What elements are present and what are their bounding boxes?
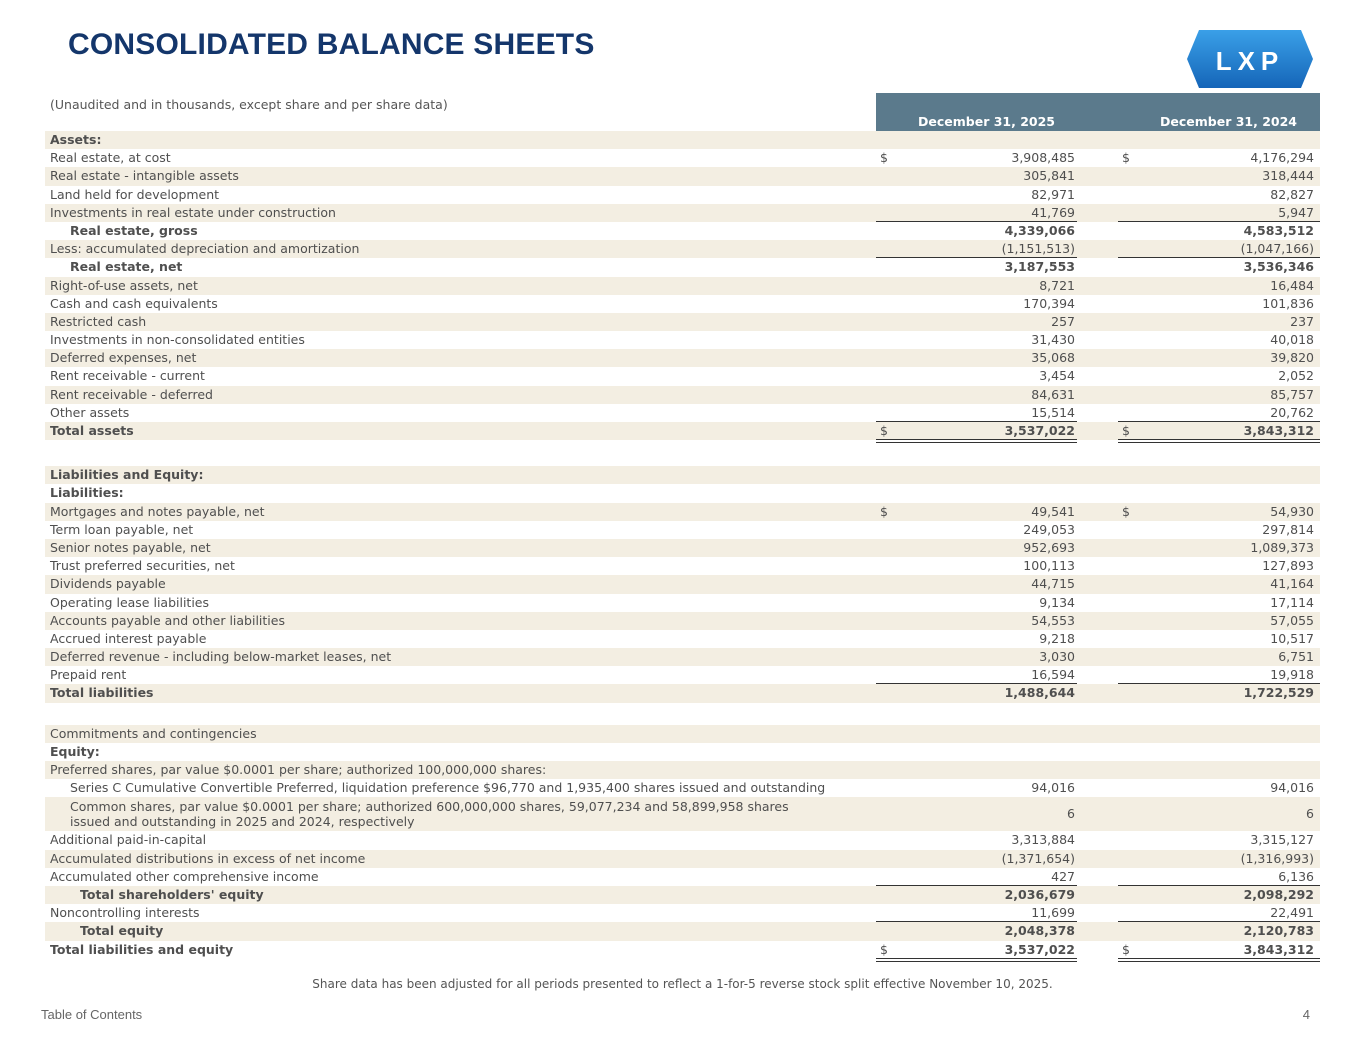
value-2024: 57,055 (1270, 612, 1314, 628)
table-row (45, 149, 1320, 167)
table-row (45, 186, 1320, 204)
value-2025: 41,769 (1031, 204, 1075, 220)
table-row (45, 648, 1320, 666)
table-row (45, 941, 1320, 959)
value-2025: 257 (1051, 313, 1075, 329)
table-row (45, 422, 1320, 440)
value-2025: 3,313,884 (1011, 832, 1075, 848)
column-header-bar (876, 93, 1320, 131)
page-title: CONSOLIDATED BALANCE SHEETS (68, 28, 595, 61)
value-2024: 19,918 (1270, 667, 1314, 683)
value-2025: 170,394 (1023, 295, 1075, 311)
value-2025: 6 (1067, 806, 1075, 822)
row-label: Real estate, gross (70, 222, 198, 238)
row-label: Right-of-use assets, net (50, 277, 198, 293)
row-label: Other assets (50, 404, 130, 420)
value-2024: 4,176,294 (1250, 150, 1314, 166)
table-row (45, 539, 1320, 557)
currency-symbol: $ (880, 150, 888, 166)
value-2024: 85,757 (1270, 386, 1314, 402)
currency-symbol: $ (880, 423, 888, 438)
table-row (45, 295, 1320, 313)
row-label: Accumulated other comprehensive income (50, 868, 319, 884)
table-row (45, 503, 1320, 521)
currency-symbol: $ (880, 941, 888, 957)
currency-symbol: $ (1122, 423, 1130, 438)
table-row (45, 831, 1320, 849)
value-2024: 6,751 (1278, 649, 1314, 665)
value-2024: 4,583,512 (1243, 222, 1314, 238)
table-subtitle: (Unaudited and in thousands, except share and per share data) (50, 97, 448, 112)
value-2024: 2,098,292 (1243, 886, 1314, 902)
currency-symbol: $ (880, 503, 888, 519)
value-2025: 2,048,378 (1004, 923, 1075, 939)
table-row (45, 630, 1320, 648)
value-2025: 3,537,022 (1004, 423, 1075, 438)
table-row (45, 404, 1320, 422)
column-header-2024: December 31, 2024 (1160, 114, 1297, 129)
footnote: Share data has been adjusted for all periods presented to reflect a 1-for-5 reverse stock split effective November 10, 2025. (312, 977, 1053, 991)
row-label: Trust preferred securities, net (50, 558, 235, 574)
table-row (45, 277, 1320, 295)
row-label: Restricted cash (50, 313, 147, 329)
value-2024: 17,114 (1270, 594, 1314, 610)
page-number: 4 (1302, 1007, 1310, 1022)
spacer-row (45, 444, 1320, 466)
value-2024: 5,947 (1278, 204, 1314, 220)
total-double-underline (1118, 958, 1320, 962)
value-2025: 15,514 (1031, 404, 1075, 420)
row-label: Term loan payable, net (50, 521, 194, 537)
value-2025: 54,553 (1031, 612, 1075, 628)
row-label: Total liabilities (50, 685, 154, 701)
table-row (45, 575, 1320, 593)
table-row (45, 367, 1320, 385)
value-2025: 4,339,066 (1004, 222, 1075, 238)
lxp-logo (1187, 30, 1313, 88)
value-2024: 3,536,346 (1243, 259, 1314, 275)
table-of-contents-link[interactable]: Table of Contents (41, 1007, 143, 1022)
value-2025: 2,036,679 (1004, 886, 1075, 902)
row-label: Liabilities and Equity: (50, 467, 204, 483)
row-label: Senior notes payable, net (50, 539, 211, 555)
table-row (45, 466, 1320, 484)
value-2025: 3,454 (1039, 368, 1075, 384)
value-2024: 39,820 (1270, 350, 1314, 366)
value-2024: 297,814 (1262, 521, 1314, 537)
table-row (45, 557, 1320, 575)
table-row (45, 594, 1320, 612)
value-2024: 6,136 (1278, 868, 1314, 884)
row-label: Real estate, at cost (50, 150, 171, 166)
table-row (45, 797, 1320, 831)
table-row (45, 684, 1320, 702)
table-row (45, 204, 1320, 222)
table-row (45, 331, 1320, 349)
table-row (45, 222, 1320, 240)
value-2024: 3,843,312 (1243, 941, 1314, 957)
value-2025: 952,693 (1023, 539, 1075, 555)
value-2024: 101,836 (1262, 295, 1314, 311)
value-2025: 31,430 (1031, 332, 1075, 348)
value-2024: 54,930 (1270, 503, 1314, 519)
row-label: Operating lease liabilities (50, 594, 210, 610)
svg-text:LXP: LXP (1215, 46, 1285, 76)
value-2025: 427 (1051, 868, 1075, 884)
row-label: Total shareholders' equity (80, 886, 264, 902)
row-label: Cash and cash equivalents (50, 295, 218, 311)
row-label: Equity: (50, 743, 100, 759)
total-double-underline (876, 958, 1077, 962)
value-2024: 2,052 (1278, 368, 1314, 384)
row-label: Deferred revenue - including below-market leases, net (50, 649, 392, 665)
value-2024: 237 (1290, 313, 1314, 329)
value-2025: 94,016 (1031, 780, 1075, 796)
row-label: Total assets (50, 423, 134, 438)
balance-sheet-table (45, 131, 1320, 963)
value-2025: (1,151,513) (1001, 241, 1075, 257)
value-2025: 305,841 (1023, 168, 1075, 184)
row-label: Rent receivable - deferred (50, 386, 213, 402)
value-2024: 1,089,373 (1250, 539, 1314, 555)
table-row (45, 521, 1320, 539)
row-label: Common shares, par value $0.0001 per share; authorized 600,000,000 shares, 59,077,234 and 58,899,958 shares issued and outstanding in 2025 and 2024, respectively (70, 799, 789, 830)
row-label: Less: accumulated depreciation and amortization (50, 241, 360, 257)
row-label: Rent receivable - current (50, 368, 205, 384)
value-2024: 1,722,529 (1243, 685, 1314, 701)
value-2024: 22,491 (1270, 905, 1314, 921)
currency-symbol: $ (1122, 150, 1130, 166)
table-row (45, 850, 1320, 868)
row-label: Investments in non-consolidated entities (50, 332, 305, 348)
value-2024: 10,517 (1270, 630, 1314, 646)
table-row (45, 761, 1320, 779)
value-2024: 40,018 (1270, 332, 1314, 348)
value-2024: (1,316,993) (1240, 850, 1314, 866)
row-label: Dividends payable (50, 576, 166, 592)
value-2025: 44,715 (1031, 576, 1075, 592)
value-2024: 94,016 (1270, 780, 1314, 796)
value-2024: (1,047,166) (1240, 241, 1314, 257)
row-label: Accounts payable and other liabilities (50, 612, 285, 628)
table-row (45, 922, 1320, 940)
value-2025: 9,218 (1039, 630, 1075, 646)
row-label: Series C Cumulative Convertible Preferred, liquidation preference $96,770 and 1,935,400 shares issued and outstanding (70, 780, 826, 796)
value-2025: 3,187,553 (1004, 259, 1075, 275)
row-label: Investments in real estate under construction (50, 204, 336, 220)
value-2024: 82,827 (1270, 186, 1314, 202)
row-label: Additional paid-in-capital (50, 832, 207, 848)
row-label: Preferred shares, par value $0.0001 per share; authorized 100,000,000 shares: (50, 762, 547, 777)
row-label: Deferred expenses, net (50, 350, 197, 366)
table-row (45, 386, 1320, 404)
table-row (45, 167, 1320, 185)
value-2024: 41,164 (1270, 576, 1314, 592)
value-2025: 49,541 (1031, 503, 1075, 519)
row-label: Noncontrolling interests (50, 905, 200, 921)
currency-symbol: $ (1122, 503, 1130, 519)
value-2024: 3,315,127 (1250, 832, 1314, 848)
value-2025: 8,721 (1039, 277, 1075, 293)
value-2025: 9,134 (1039, 594, 1075, 610)
row-label: Real estate - intangible assets (50, 168, 239, 184)
row-label: Liabilities: (50, 485, 124, 501)
value-2025: (1,371,654) (1001, 850, 1075, 866)
total-double-underline (1118, 439, 1320, 443)
spacer-row (45, 703, 1320, 725)
table-row (45, 725, 1320, 743)
value-2025: 35,068 (1031, 350, 1075, 366)
value-2024: 16,484 (1270, 277, 1314, 293)
row-label: Commitments and contingencies (50, 725, 257, 741)
table-row (45, 240, 1320, 258)
table-row (45, 904, 1320, 922)
value-2025: 1,488,644 (1004, 685, 1075, 701)
row-label: Mortgages and notes payable, net (50, 503, 265, 519)
row-label: Prepaid rent (50, 667, 127, 683)
total-double-underline (876, 439, 1077, 443)
row-label: Total equity (80, 923, 164, 939)
value-2025: 16,594 (1031, 667, 1075, 683)
value-2024: 20,762 (1270, 404, 1314, 420)
row-label: Accrued interest payable (50, 630, 207, 646)
table-row (45, 666, 1320, 684)
table-row (45, 349, 1320, 367)
value-2025: 84,631 (1031, 386, 1075, 402)
row-label: Real estate, net (70, 259, 183, 275)
value-2025: 249,053 (1023, 521, 1075, 537)
row-label: Assets: (50, 132, 102, 147)
column-header-2025: December 31, 2025 (918, 114, 1055, 129)
table-row (45, 743, 1320, 761)
table-row (45, 313, 1320, 331)
value-2025: 11,699 (1031, 905, 1075, 921)
row-label: Land held for development (50, 186, 220, 202)
value-2025: 100,113 (1023, 558, 1075, 574)
table-row (45, 258, 1320, 276)
value-2025: 3,908,485 (1011, 150, 1075, 166)
value-2025: 3,030 (1039, 649, 1075, 665)
value-2024: 2,120,783 (1243, 923, 1314, 939)
value-2024: 6 (1306, 806, 1314, 822)
table-row (45, 779, 1320, 797)
value-2025: 3,537,022 (1004, 941, 1075, 957)
value-2024: 318,444 (1262, 168, 1314, 184)
row-label: Total liabilities and equity (50, 941, 234, 957)
value-2024: 127,893 (1262, 558, 1314, 574)
value-2024: 3,843,312 (1243, 423, 1314, 438)
row-label: Accumulated distributions in excess of net income (50, 850, 366, 866)
table-row (45, 131, 1320, 149)
table-row (45, 868, 1320, 886)
table-row (45, 484, 1320, 502)
currency-symbol: $ (1122, 941, 1130, 957)
table-row (45, 886, 1320, 904)
value-2025: 82,971 (1031, 186, 1075, 202)
table-row (45, 612, 1320, 630)
